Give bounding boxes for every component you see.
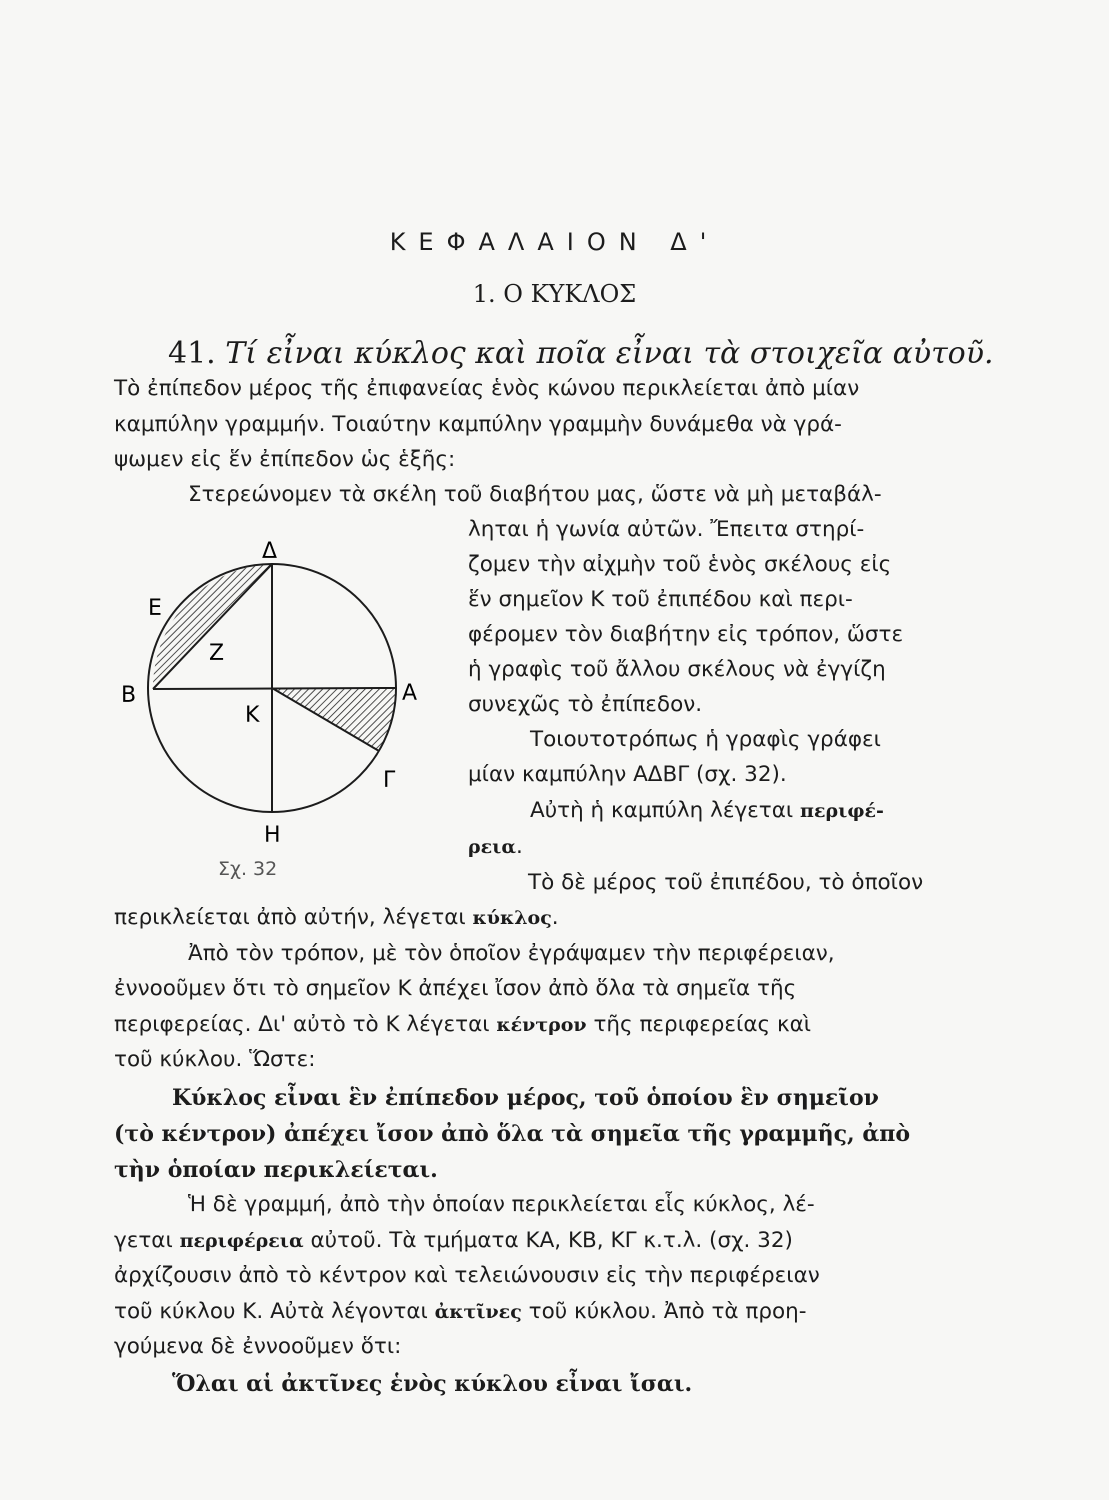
text-line: ἡ γραφὶς τοῦ ἄλλου σκέλους νὰ ἐγγίζη (468, 657, 886, 682)
label-E: Ε (148, 596, 162, 621)
question-number: 41. (168, 336, 216, 371)
text-line: ἕν σημεῖον Κ τοῦ ἐπιπέδου καὶ περι- (468, 587, 853, 612)
text-fragment: τοῦ κύκλου. Ἀπὸ τὰ προη- (528, 1299, 807, 1324)
chapter-heading: ΚΕΦΑΛΑΙΟΝ Δ' (389, 228, 720, 256)
shaded-sector-right (272, 688, 396, 751)
definition-line: (τὸ κέντρον) ἀπέχει ἴσον ἀπὸ ὅλα τὰ σημεῖα τῆς γραμμῆς, ἀπὸ (114, 1121, 911, 1147)
text-line: ληται ἡ γωνία αὐτῶν. Ἔπειτα στηρί- (468, 517, 865, 542)
label-H: Η (264, 823, 281, 848)
term-perifereia: περιφέ- (800, 800, 884, 822)
text-fragment: τοῦ κύκλου Κ. Αὐτὰ λέγονται (114, 1299, 428, 1324)
text-line: μίαν καμπύλην ΑΔΒΓ (σχ. 32). (468, 762, 787, 787)
definition-line: Κύκλος εἶναι ἓν ἐπίπεδον μέρος, τοῦ ὁποίου ἓν σημεῖον (172, 1085, 879, 1111)
text-line: ἀρχίζουσιν ἀπὸ τὸ κέντρον καὶ τελειώνουσιν εἰς τὴν περιφέρειαν (114, 1263, 820, 1288)
text-line: Ἀπὸ τὸν τρόπον, μὲ τὸν ὁποῖον ἐγράψαμεν τὴν περιφέρειαν, (188, 941, 835, 966)
text-fragment: τῆς περιφερείας καὶ (593, 1012, 812, 1037)
conclusion: Ὅλαι αἱ ἀκτῖνες ἑνὸς κύκλου εἶναι ἴσαι. (172, 1371, 693, 1397)
circle-figure (118, 534, 438, 864)
text-fragment: περικλείεται ἀπὸ αὐτήν, λέγεται (114, 905, 466, 930)
text-line: περικλείεται ἀπὸ αὐτήν, λέγεται κύκλος. (114, 905, 559, 930)
text-fragment: περιφερείας. Δι' αὐτὸ τὸ Κ λέγεται (114, 1012, 490, 1037)
definition-line: τὴν ὁποίαν περικλείεται. (114, 1157, 438, 1183)
term-kyklos: κύκλος (472, 907, 552, 929)
text-fragment: Αὐτὴ ἡ καμπύλη λέγεται (530, 798, 794, 823)
term-perifereia-cont: ρεια (468, 836, 517, 858)
text-fragment: γεται (114, 1228, 173, 1253)
term-kentron: κέντρον (496, 1014, 587, 1036)
text-line (114, 1299, 807, 1324)
term-perifereia-2: περιφέρεια (179, 1230, 304, 1252)
text-line: Τοιουτοτρόπως ἡ γραφὶς γράφει (530, 727, 881, 752)
text-line: ζομεν τὴν αἰχμὴν τοῦ ἑνὸς σκέλους εἰς (468, 552, 892, 577)
section-heading: 1. Ο ΚΥΚΛΟΣ (472, 280, 637, 308)
text-line: συνεχῶς τὸ ἐπίπεδον. (468, 692, 703, 717)
label-A: Α (402, 681, 418, 706)
text-line (530, 798, 884, 823)
label-Z: Ζ (209, 641, 225, 666)
text-line: ἐννοοῦμεν ὅτι τὸ σημεῖον Κ ἀπέχει ἴσον ἀπὸ ὅλα τὰ σημεῖα τῆς (114, 976, 797, 1001)
text-line: ψωμεν εἰς ἕν ἐπίπεδον ὡς ἑξῆς: (114, 447, 456, 472)
question-title-text: Τί εἶναι κύκλος καὶ ποῖα εἶναι τὰ στοιχεῖα αὐτοῦ. (225, 336, 994, 371)
text-line: ρεια. (468, 834, 523, 859)
figure-caption: Σχ. 32 (218, 858, 278, 880)
label-D: Δ (262, 539, 278, 564)
text-line: Ἡ δὲ γραμμή, ἀπὸ τὴν ὁποίαν περικλείεται εἷς κύκλος, λέ- (188, 1192, 815, 1217)
text-fragment: αὐτοῦ. Τὰ τμήματα ΚΑ, ΚΒ, ΚΓ κ.τ.λ. (σχ. 32) (310, 1228, 793, 1253)
text-line: Στερεώνομεν τὰ σκέλη τοῦ διαβήτου μας, ὥστε νὰ μὴ μεταβάλ- (188, 482, 882, 507)
text-line: φέρομεν τὸν διαβήτην εἰς τρόπον, ὥστε (468, 622, 904, 647)
text-line (114, 1012, 811, 1037)
label-B: Β (121, 683, 137, 708)
text-line: Τὸ δὲ μέρος τοῦ ἐπιπέδου, τὸ ὁποῖον (528, 870, 924, 895)
text-line (114, 1228, 793, 1253)
text-line: γούμενα δὲ ἐννοοῦμεν ὅτι: (114, 1334, 402, 1359)
text-line: Τὸ ἐπίπεδον μέρος τῆς ἐπιφανείας ἑνὸς κώνου περικλείεται ἀπὸ μίαν (114, 376, 860, 401)
label-K: Κ (245, 703, 260, 728)
label-G: Γ (383, 768, 396, 793)
text-line: τοῦ κύκλου. Ὥστε: (114, 1047, 316, 1072)
question-title (168, 336, 994, 371)
term-aktines: ἀκτῖνες (434, 1301, 522, 1323)
text-line: καμπύλην γραμμήν. Τοιαύτην καμπύλην γραμμὴν δυνάμεθα νὰ γρά- (114, 412, 842, 437)
